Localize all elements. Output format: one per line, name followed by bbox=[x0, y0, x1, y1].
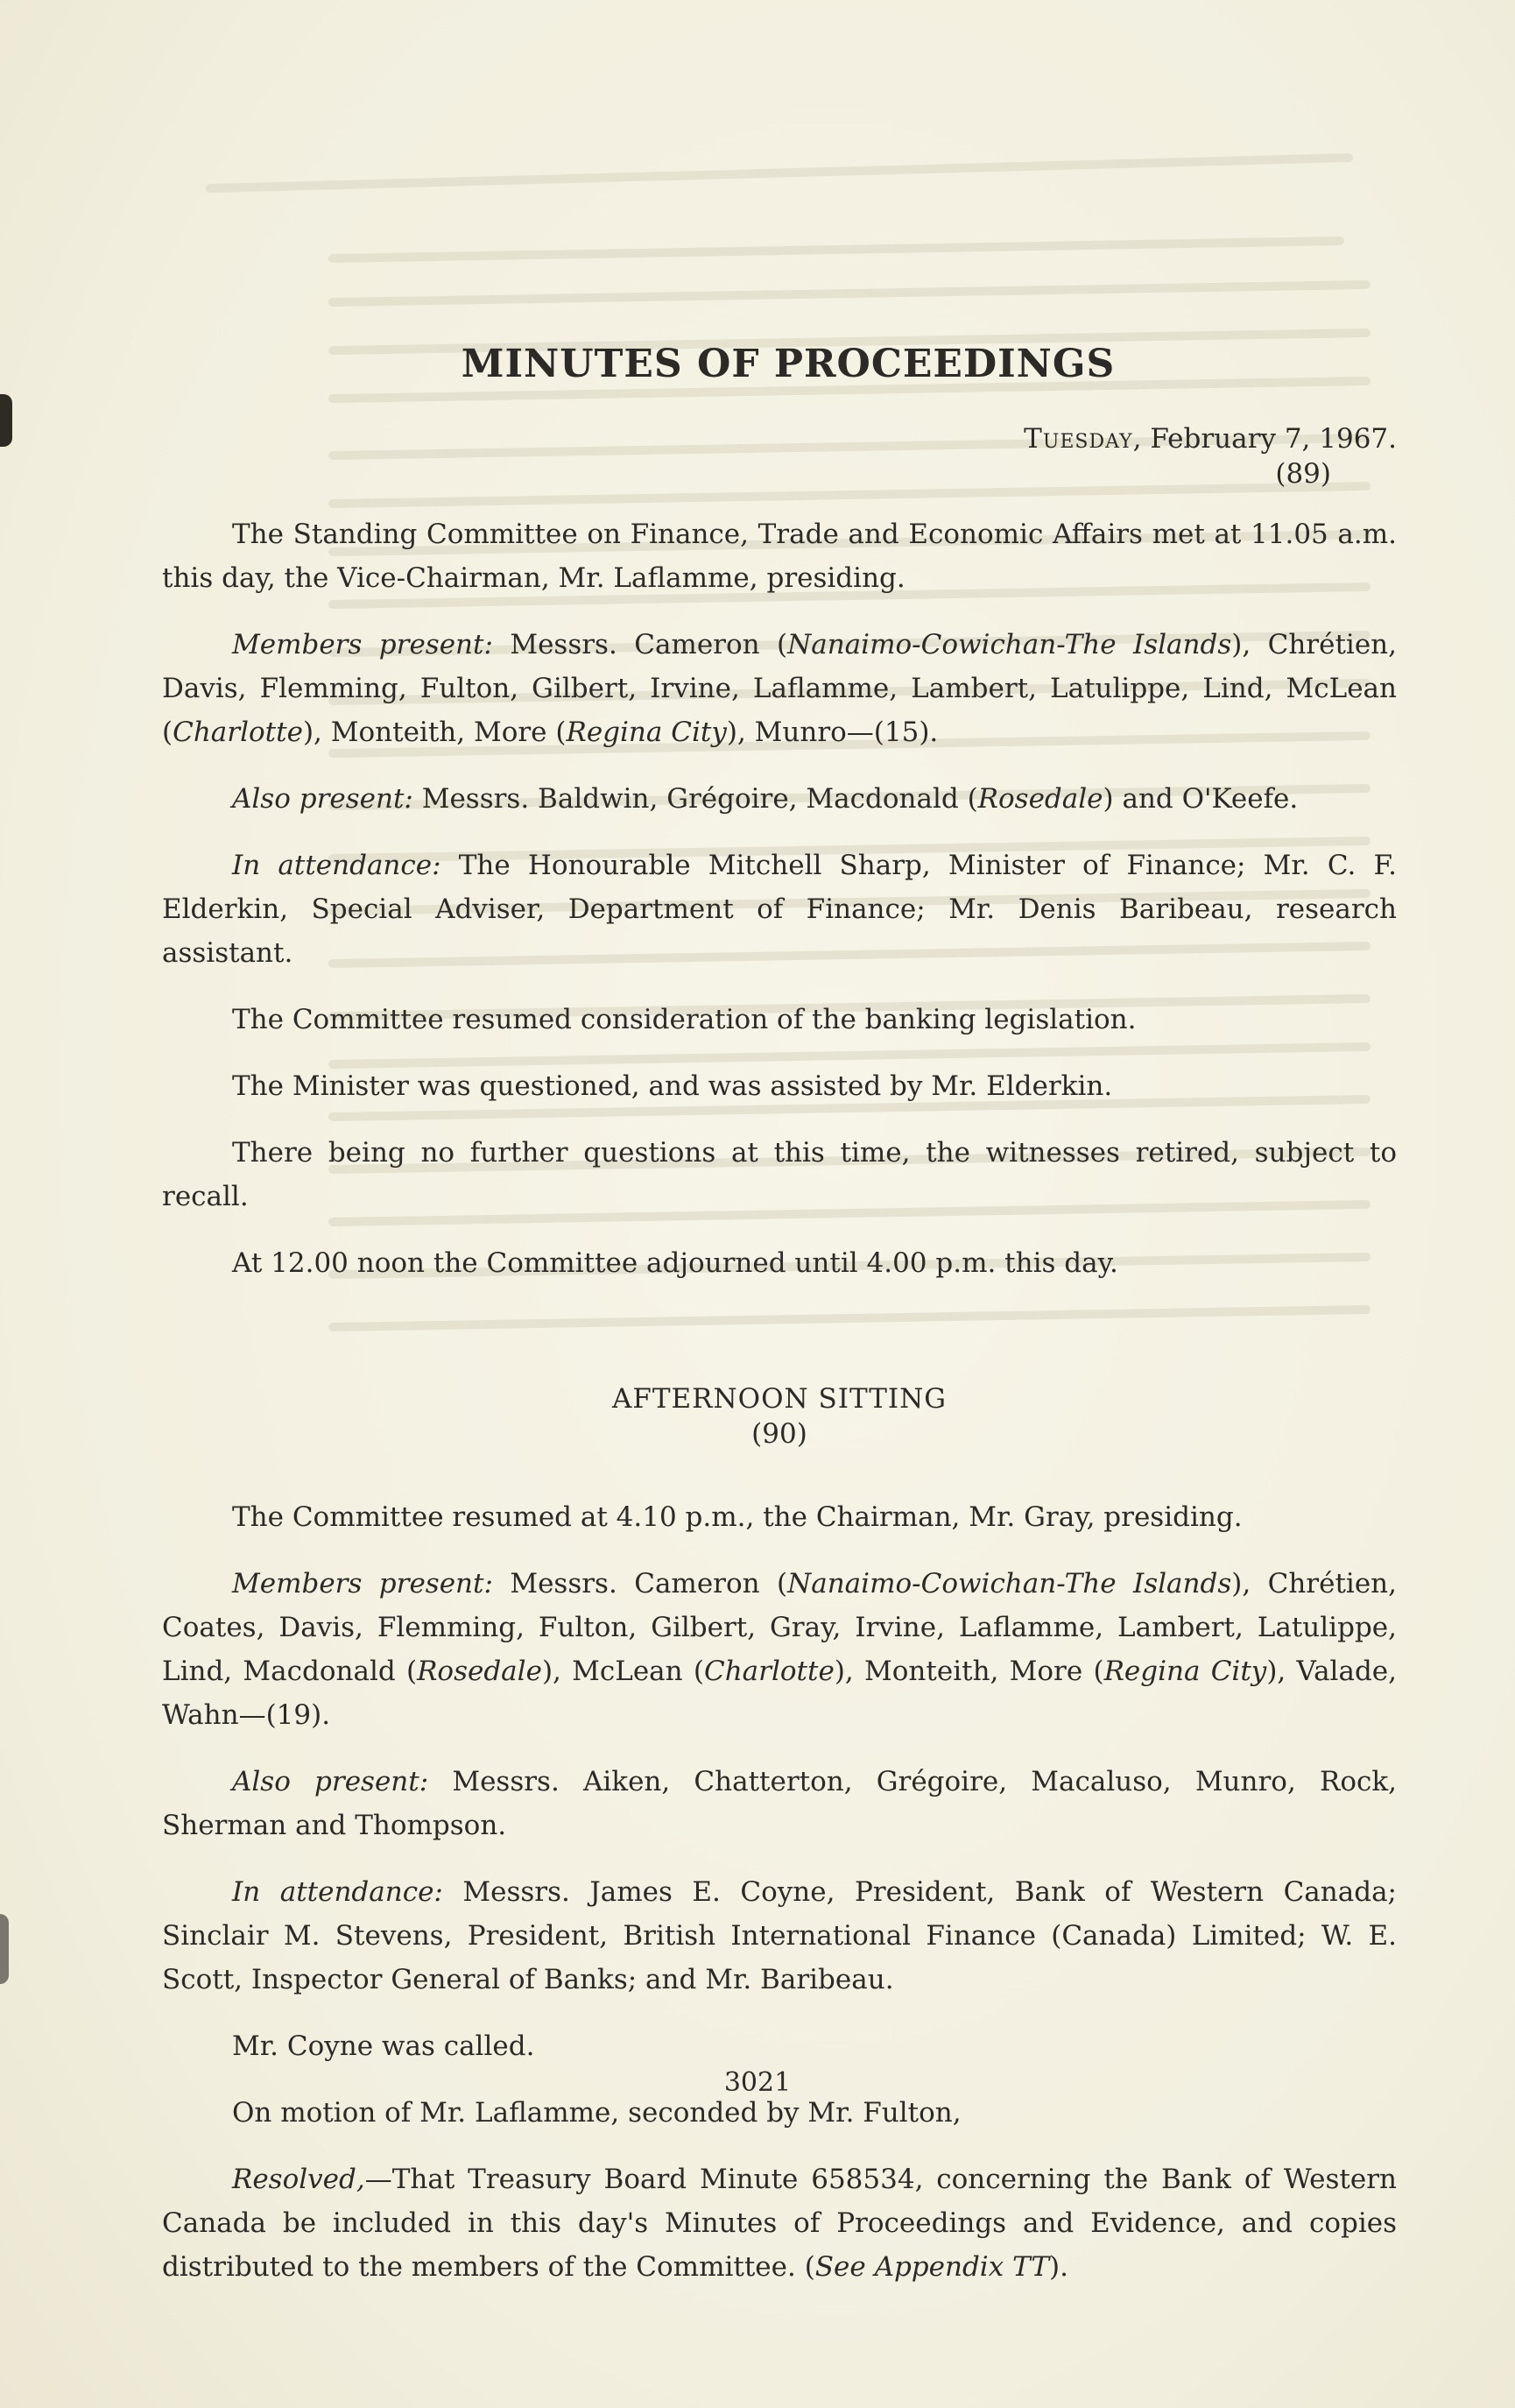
morning-also-present: Also present: Messrs. Baldwin, Grégoire, Macdonald (Rosedale) and O'Keefe. bbox=[232, 783, 1299, 815]
afternoon-sitting-number: (90) bbox=[751, 1418, 807, 1450]
afternoon-opening: The Committee resumed at 4.10 p.m., the Chairman, Mr. Gray, presiding. bbox=[232, 1501, 1243, 1533]
morning-paragraph-2: The Minister was questioned, and was assisted by Mr. Elderkin. bbox=[232, 1070, 1113, 1102]
morning-in-attendance: In attendance: The Honourable Mitchell Sharp, Minister of Finance; Mr. C. F. Elderkin, Special Adviser, Department of Finance; Mr. Denis Baribeau, research assistant. bbox=[162, 850, 1398, 969]
afternoon-paragraph-1: Mr. Coyne was called. bbox=[232, 2030, 535, 2062]
morning-paragraph-1: The Committee resumed consideration of the banking legislation. bbox=[232, 1004, 1137, 1035]
page-title: MINUTES OF PROCEEDINGS bbox=[461, 342, 1116, 386]
page-number: 3021 bbox=[723, 2067, 792, 2098]
binding-shadow-top bbox=[0, 394, 12, 447]
afternoon-resolution: Resolved,—That Treasury Board Minute 658534, concerning the Bank of Western Canada be included in this day's Minutes of Proceedings and Evidence, and copies distributed to the members of the Committee. (See Appendix TT). bbox=[162, 2164, 1397, 2283]
sitting-date-rest: , February 7, 1967. bbox=[1132, 423, 1397, 455]
sitting-day: Tuesday bbox=[1024, 423, 1133, 455]
morning-members-present: Members present: Messrs. Cameron (Nanaimo-Cowichan-The Islands), Chrétien, Davis, Flemming, Fulton, Gilbert, Irvine, Laflamme, Lambert, Latulippe, Lind, McLean (Charlotte), Monteith, More (Regina City), Munro—(15). bbox=[162, 629, 1397, 748]
afternoon-also-present: Also present: Messrs. Aiken, Chatterton, Grégoire, Macaluso, Munro, Rock, Sherman and Thompson. bbox=[162, 1766, 1397, 1841]
morning-paragraph-4: At 12.00 noon the Committee adjourned until 4.00 p.m. this day. bbox=[232, 1247, 1118, 1279]
sitting-date bbox=[162, 421, 1397, 456]
sitting-number: (89) bbox=[1275, 458, 1331, 490]
afternoon-heading: AFTERNOON SITTING bbox=[611, 1383, 948, 1415]
morning-opening: The Standing Committee on Finance, Trade and Economic Affairs met at 11.05 a.m. this day, the Vice-Chairman, Mr. Laflamme, presiding. bbox=[162, 519, 1397, 594]
afternoon-in-attendance: In attendance: Messrs. James E. Coyne, President, Bank of Western Canada; Sinclair M. Stevens, President, British International Finance (Canada) Limited; W. E. Scott, Inspector General of Banks; and Mr. Baribeau. bbox=[162, 1876, 1398, 1995]
morning-paragraph-3: There being no further questions at this time, the witnesses retired, subject to recall. bbox=[162, 1137, 1397, 1212]
binding-shadow-bottom bbox=[0, 1914, 9, 1984]
document-body bbox=[162, 342, 1397, 2312]
afternoon-paragraph-2: On motion of Mr. Laflamme, seconded by Mr. Fulton, bbox=[232, 2097, 962, 2129]
afternoon-members-present: Members present: Messrs. Cameron (Nanaimo-Cowichan-The Islands), Chrétien, Coates, Davis, Flemming, Fulton, Gilbert, Gray, Irvine, Laflamme, Lambert, Latulippe, Lind, Macdonald (Rosedale), McLean (Charlotte), Monteith, More (Regina City), Valade, Wahn—(19). bbox=[162, 1568, 1397, 1731]
